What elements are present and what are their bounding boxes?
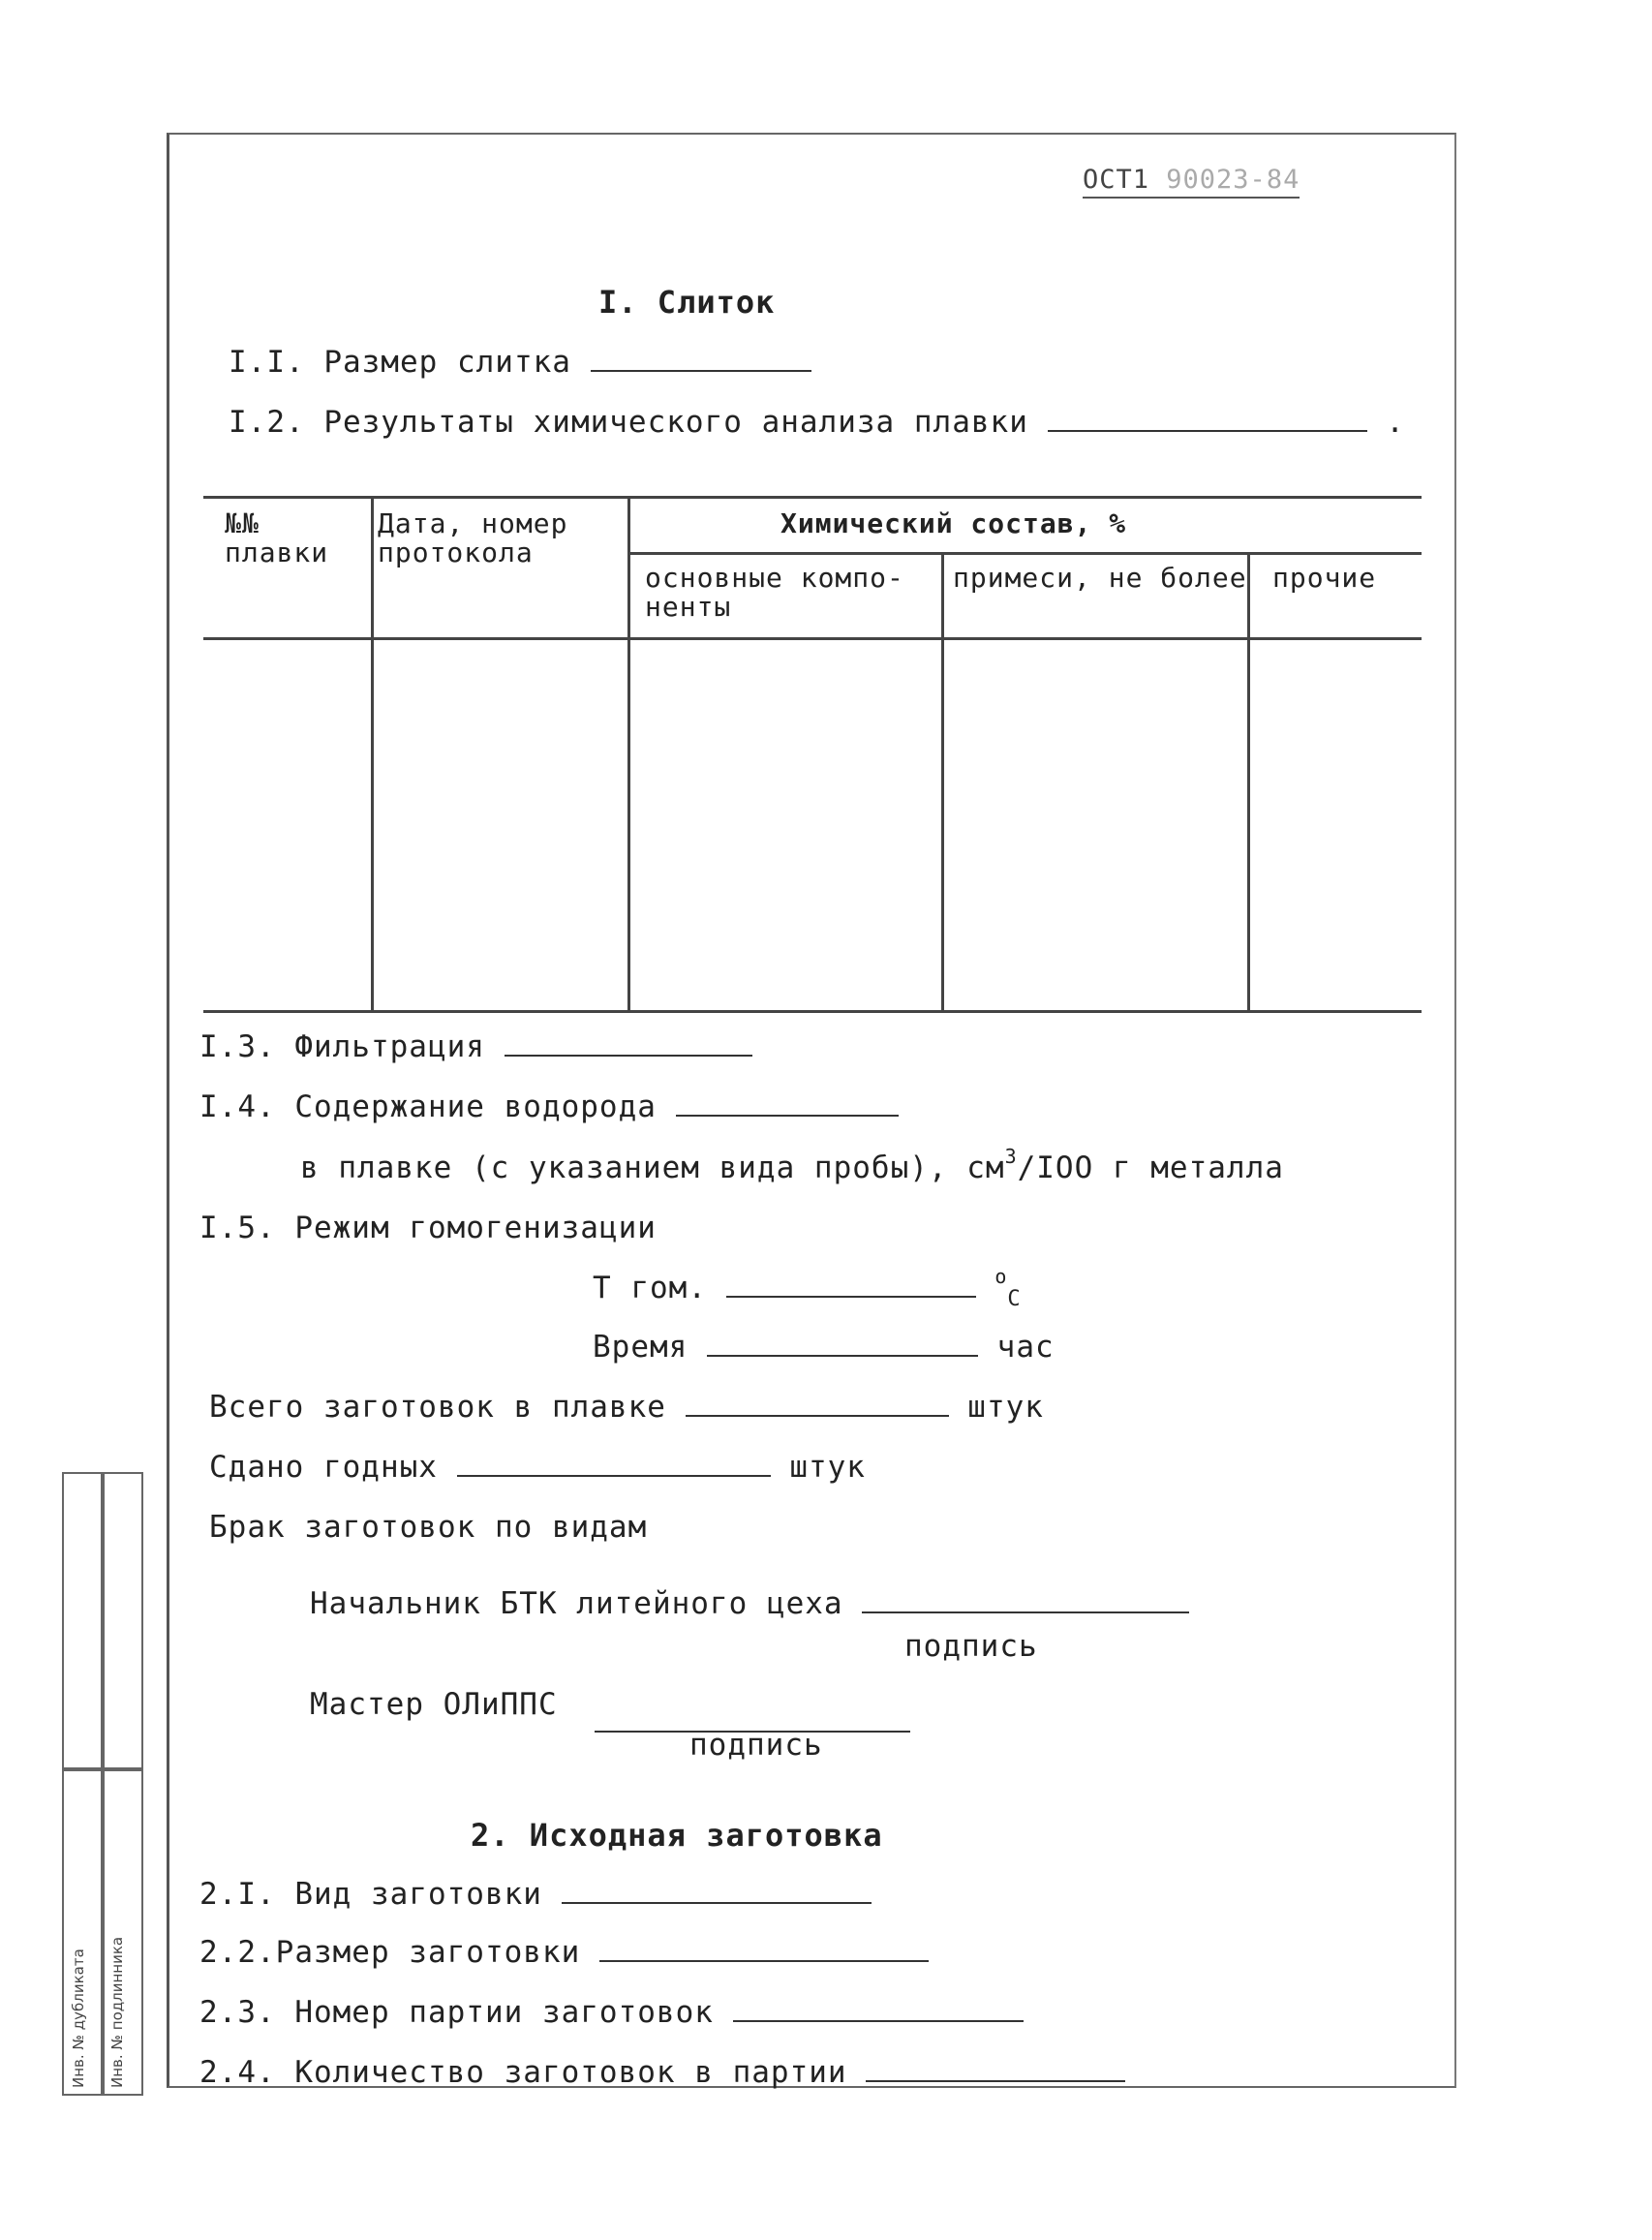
col-impurities: примеси, не более [953, 562, 1247, 594]
inventory-stamp [62, 1472, 139, 2102]
section2-title: 2. Исходная заготовка [471, 1817, 883, 1854]
hydrogen-field[interactable] [676, 1113, 899, 1117]
chem-analysis-field[interactable] [1048, 428, 1367, 432]
blank-type-label: 2.I. Вид заготовки [199, 1877, 872, 1912]
chem-analysis-label: I.2. Результаты химического анализа плавки . [229, 405, 1405, 440]
chief-signature-field[interactable] [862, 1610, 1189, 1613]
batch-quantity-field[interactable] [866, 2078, 1125, 2082]
ingot-size-field[interactable] [591, 368, 811, 372]
col-main-components: основные компо- ненты [645, 562, 904, 623]
t-hom-field[interactable] [726, 1294, 976, 1298]
hydrogen-label: I.4. Содержание водорода [199, 1089, 899, 1124]
col-chem-composition: Химический состав, % [780, 507, 1127, 539]
inv-orig-label: Инв. № подлинника [108, 1936, 126, 2088]
time-field[interactable] [707, 1353, 978, 1357]
batch-quantity-label: 2.4. Количество заготовок в партии [199, 2055, 1125, 2090]
section1-title: I. Слиток [598, 284, 776, 321]
total-blanks-label: Всего заготовок в плавке штук [209, 1390, 1044, 1425]
total-blanks-field[interactable] [686, 1413, 949, 1417]
time-label: Время час [593, 1330, 1055, 1365]
chief-label: Начальник БТК литейного цеха [310, 1586, 1189, 1621]
t-hom-label: Т гом. $^о_С$ [593, 1265, 1022, 1311]
chemistry-table [203, 496, 1422, 1014]
blank-size-field[interactable] [599, 1958, 929, 1962]
hydrogen-units: в плавке (с указанием вида пробы), $см^3$/IOO г металла [300, 1145, 1284, 1185]
chief-signature-caption: подпись [904, 1629, 1038, 1664]
passed-blanks-label: Сдано годных штук [209, 1450, 866, 1485]
batch-number-field[interactable] [733, 2018, 1024, 2022]
filtration-field[interactable] [505, 1053, 752, 1057]
standard-code: ОСТ1 90023-84 [1083, 165, 1300, 195]
filtration-label: I.3. Фильтрация [199, 1029, 752, 1064]
master-label: Мастер ОЛиППС [310, 1687, 558, 1722]
batch-number-label: 2.3. Номер партии заготовок [199, 1995, 1024, 2030]
col-heat-number: №№ плавки [225, 507, 329, 568]
blank-type-field[interactable] [562, 1900, 872, 1904]
passed-blanks-field[interactable] [457, 1473, 771, 1477]
blank-size-label: 2.2.Размер заготовки [199, 1935, 929, 1970]
col-date-protocol: Дата, номер протокола [378, 507, 568, 568]
defects-label: Брак заготовок по видам [209, 1510, 648, 1545]
ingot-size-label: I.I. Размер слитка [229, 345, 811, 380]
homogenization-label: I.5. Режим гомогенизации [199, 1211, 657, 1245]
inv-dup-label: Инв. № дубликата [70, 1948, 87, 2088]
master-signature-caption: подпись [689, 1728, 823, 1763]
col-other: прочие [1272, 562, 1377, 594]
